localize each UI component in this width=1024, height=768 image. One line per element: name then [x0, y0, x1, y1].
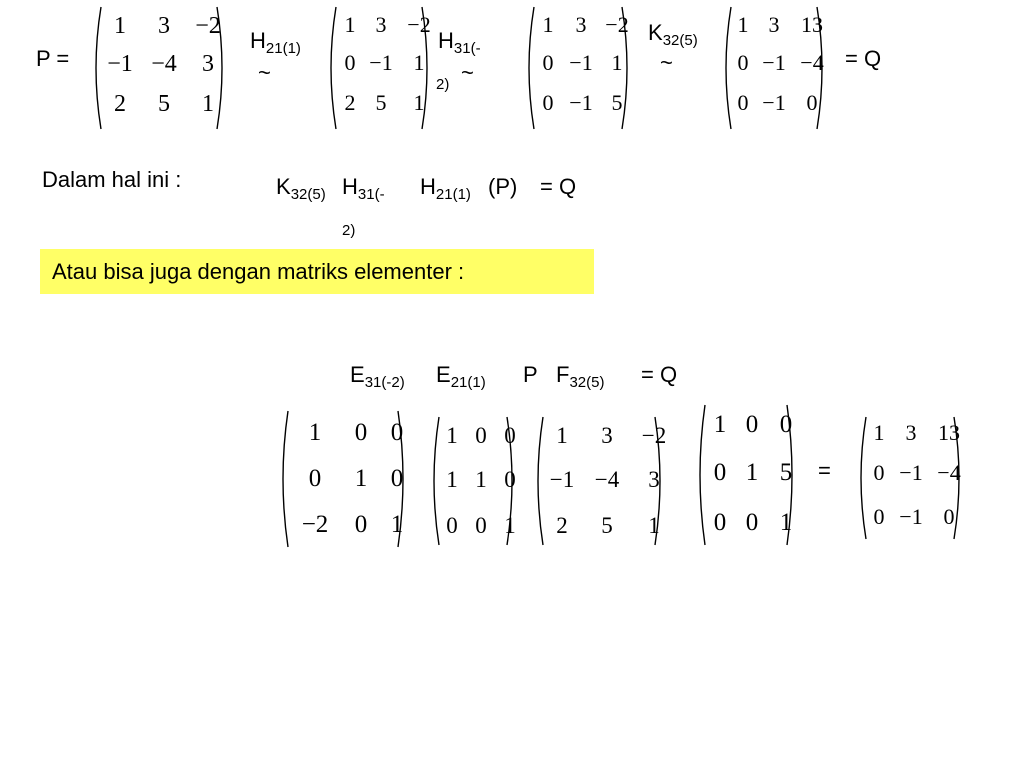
matrix-cell: 0 [745, 509, 759, 536]
expr-h21-sub: 21(1) [435, 186, 471, 203]
matrix-cell: 1 [648, 513, 660, 538]
matrix-cell: 1 [446, 423, 458, 448]
matrix-cell: 1 [354, 465, 368, 492]
matrix-cell: 1 [413, 50, 425, 75]
matrix-cell: 0 [745, 411, 759, 438]
matrix-cell: 0 [873, 460, 885, 485]
matrix-cell: −4 [800, 50, 824, 75]
matrix-cell: 1 [202, 91, 214, 117]
matrix-step1 [325, 6, 433, 130]
matrix-cell: −1 [762, 50, 786, 75]
matrix-cell: 1 [413, 90, 425, 115]
matrix-cell: 1 [344, 12, 356, 37]
left-paren [277, 410, 291, 548]
matrix-cell: 5 [779, 459, 793, 486]
matrix-step2 [523, 6, 633, 130]
matrix-cell: −1 [899, 460, 923, 485]
matrix-cell: 3 [648, 467, 660, 492]
matrix-cell: 5 [158, 91, 170, 117]
matrix-cell: 0 [354, 511, 368, 538]
op-h21-base: H [250, 28, 266, 53]
equals-q-top: = Q [845, 46, 882, 71]
matrix-cell: 1 [308, 419, 322, 446]
expr-h31-base: H [342, 174, 358, 199]
expr-p: (P) [488, 174, 518, 199]
op-k32 [648, 20, 698, 49]
matrix-cell: 0 [390, 419, 404, 446]
matrix-cell: 1 [446, 467, 458, 492]
matrix-cell: 1 [745, 459, 759, 486]
bot-f32-base: F [556, 362, 570, 387]
matrix-cell: −1 [569, 90, 593, 115]
matrix-cell: 0 [446, 513, 458, 538]
matrix-cell: 1 [611, 50, 623, 75]
bot-e31-sub: 31(-2) [364, 374, 405, 391]
matrix-cell: 1 [556, 423, 568, 448]
tilde-3: ~ [660, 50, 673, 75]
matrix-q-top [720, 6, 828, 130]
matrix-cell: −1 [569, 50, 593, 75]
matrix-cell: 0 [475, 513, 487, 538]
highlight-box [40, 249, 594, 294]
matrix-cell: 0 [344, 50, 356, 75]
matrix-cell: 1 [390, 511, 404, 538]
matrix-cell: 0 [504, 423, 516, 448]
matrix-cell: 1 [873, 420, 885, 445]
matrix-cell: 5 [375, 90, 387, 115]
matrix-cell: 13 [938, 420, 960, 445]
matrix-e31 [277, 410, 409, 548]
matrix-p-bottom [532, 416, 666, 546]
matrix-cell: −1 [107, 51, 133, 77]
op-h31-base: H [438, 28, 454, 53]
matrix-cell: −1 [549, 467, 575, 492]
op-k32-sub: 32(5) [662, 32, 698, 49]
expr-h21-base: H [420, 174, 436, 199]
matrix-cell: 0 [308, 465, 322, 492]
highlight-text: Atau bisa juga dengan matriks elementer : [52, 259, 465, 284]
matrix-p [90, 6, 228, 130]
bot-e21 [436, 362, 486, 391]
matrix-cell: 0 [504, 467, 516, 492]
matrix-cell: 0 [873, 504, 885, 529]
matrix-cell: 0 [542, 90, 554, 115]
expr-k32 [276, 174, 326, 203]
expr-h31 [342, 174, 385, 203]
matrix-f32 [694, 404, 798, 546]
matrix-cell: 0 [390, 465, 404, 492]
expr-h21 [420, 174, 471, 203]
expr-h31-sub: 31(- [357, 186, 385, 203]
matrix-cell: 0 [542, 50, 554, 75]
matrix-cell: 0 [354, 419, 368, 446]
matrix-cell: 3 [601, 423, 613, 448]
expr-h31-sub-cont: 2) [342, 222, 356, 239]
tilde-1: ~ [258, 60, 271, 85]
matrix-cell: 13 [801, 12, 823, 37]
bot-f32-sub: 32(5) [569, 374, 605, 391]
matrix-cell: −4 [937, 460, 961, 485]
dalam-hal-ini-label: Dalam hal ini : [42, 167, 182, 192]
bot-equals-q: = Q [641, 362, 678, 387]
matrix-cell: −2 [605, 12, 629, 37]
matrix-cell: −2 [641, 423, 667, 448]
bot-e21-base: E [436, 362, 451, 387]
matrix-cell: 0 [475, 423, 487, 448]
matrix-cell: 1 [475, 467, 487, 492]
matrix-cell: 5 [611, 90, 623, 115]
op-h31-sub: 31(- [453, 40, 481, 57]
expr-equals-q: = Q [540, 174, 577, 199]
matrix-cell: 3 [575, 12, 587, 37]
matrix-cell: 2 [344, 90, 356, 115]
bot-equals-sign: = [818, 458, 831, 483]
matrix-cell: −1 [899, 504, 923, 529]
bot-e21-sub: 21(1) [450, 374, 486, 391]
matrix-cell: −2 [301, 511, 329, 538]
matrix-cell: 1 [504, 513, 516, 538]
op-h31-sub-cont: 2) [436, 76, 450, 93]
matrix-cell: 3 [202, 51, 214, 77]
op-h21 [250, 28, 301, 57]
matrix-cell: −1 [369, 50, 393, 75]
matrix-cell: 1 [779, 509, 793, 536]
op-k32-base: K [648, 20, 663, 45]
matrix-cell: 3 [768, 12, 780, 37]
matrix-cell: 0 [806, 90, 818, 115]
matrix-cell: 3 [905, 420, 917, 445]
op-h31 [438, 28, 481, 57]
bot-f32 [556, 362, 605, 391]
matrix-cell: −2 [195, 13, 221, 39]
matrix-cell: 1 [542, 12, 554, 37]
matrix-cell: −2 [407, 12, 431, 37]
matrix-cell: 3 [158, 13, 170, 39]
expr-k32-sub: 32(5) [290, 186, 326, 203]
bot-e31 [350, 362, 405, 391]
matrix-cell: 3 [375, 12, 387, 37]
matrix-cell: 0 [737, 50, 749, 75]
matrix-cell: 5 [601, 513, 613, 538]
matrix-e21 [428, 416, 518, 546]
matrix-cell: 0 [943, 504, 955, 529]
matrix-cell: 1 [713, 411, 727, 438]
matrix-cell: 0 [713, 509, 727, 536]
bot-p: P [523, 362, 538, 387]
matrix-cell: 0 [737, 90, 749, 115]
matrix-cell: −1 [762, 90, 786, 115]
matrix-cell: −4 [151, 51, 177, 77]
bot-e31-base: E [350, 362, 365, 387]
matrix-q-bottom [855, 416, 965, 540]
tilde-2: ~ [461, 60, 474, 85]
expr-k32-base: K [276, 174, 291, 199]
p-equals-label: P = [36, 46, 70, 71]
matrix-cell: −4 [594, 467, 620, 492]
matrix-cell: 1 [114, 13, 126, 39]
matrix-cell: 2 [556, 513, 568, 538]
matrix-cell: 1 [737, 12, 749, 37]
matrix-cell: 2 [114, 91, 126, 117]
matrix-cell: 0 [713, 459, 727, 486]
op-h21-sub: 21(1) [265, 40, 301, 57]
matrix-cell: 0 [779, 411, 793, 438]
